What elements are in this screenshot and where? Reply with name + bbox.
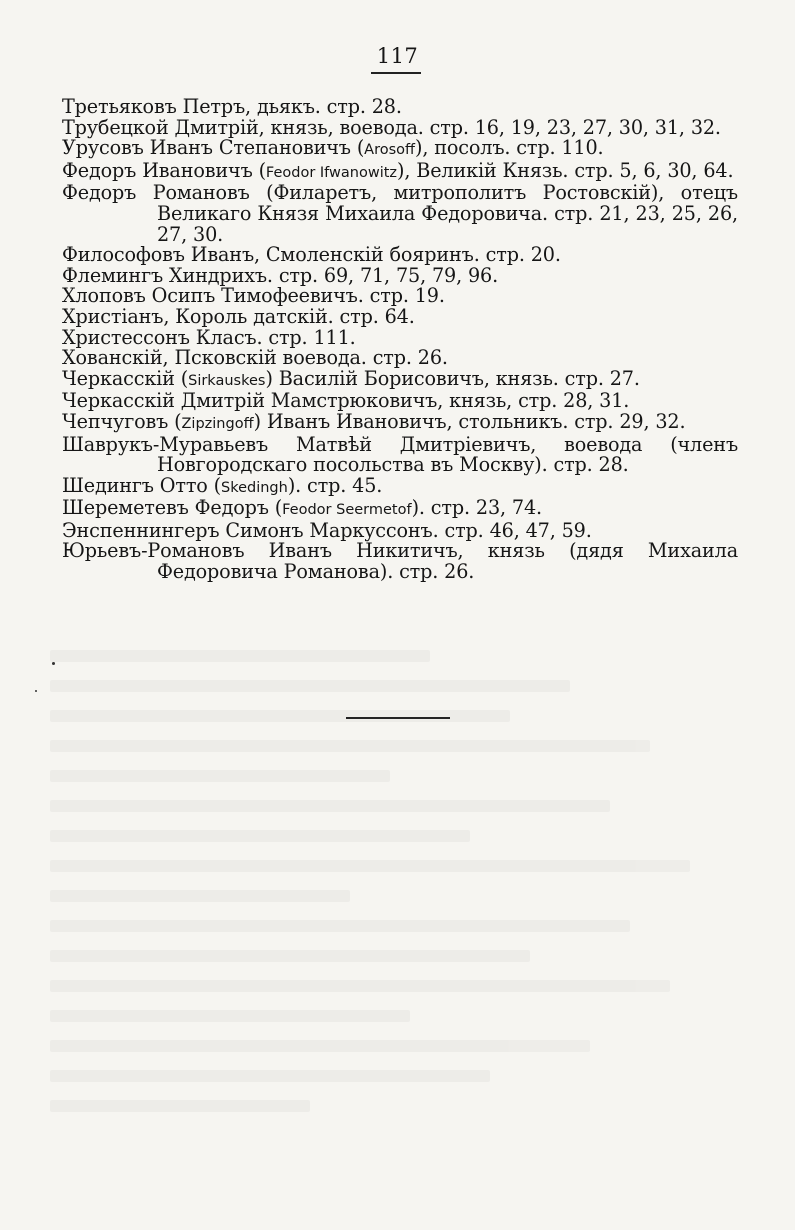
- index-entry: [62, 325, 738, 349]
- index-entry: [62, 304, 738, 328]
- page-number-underline: [371, 72, 421, 74]
- index-entry: [62, 409, 738, 435]
- entry-text: Шереметевъ Федоръ (: [62, 496, 283, 520]
- page-number: 117: [376, 44, 419, 68]
- entry-latin-name: Sirkauskes: [188, 372, 266, 389]
- index-entry: [62, 97, 738, 118]
- index-entry: [62, 158, 738, 184]
- entry-text-after: ). стр. 23, 74.: [411, 496, 542, 520]
- entry-text: Черкасскій Дмитрій Мамстрюковичъ, князь, стр. 28, 31.: [62, 389, 630, 413]
- index-entry: [62, 366, 738, 392]
- entry-text-after: ). стр. 45.: [287, 473, 383, 497]
- entry-latin-name: Feodor Seermetof: [282, 502, 412, 519]
- entry-text: Хованскій, Псковскій воевода. стр. 26.: [62, 346, 448, 370]
- entry-text: Третьяковъ Петръ, дьякъ. стр. 28.: [62, 95, 402, 118]
- index-entry: [62, 498, 738, 521]
- entry-text: Чепчуговъ (: [62, 409, 182, 433]
- ink-speck: [35, 690, 37, 692]
- entry-text-after: ) Василій Борисовичъ, князь. стр. 27.: [265, 366, 640, 390]
- entry-text: Философовъ Иванъ, Смоленскій бояринъ. стр. 20.: [62, 243, 561, 267]
- index-entry: [62, 473, 738, 499]
- ink-speck: [52, 662, 55, 665]
- name-index-list: [62, 97, 738, 583]
- index-entry: [62, 138, 738, 161]
- index-entry: [62, 263, 738, 287]
- index-entry: [62, 432, 738, 477]
- entry-text: Федоръ Романовъ (Филаретъ, митрополитъ Ростовскій), отецъ Великаго Князя Михаила Федоровича. стр. 21, 23, 25, 26, 27, 30.: [62, 181, 738, 246]
- section-end-rule: [346, 717, 450, 719]
- entry-text: Флемингъ Хиндрихъ. стр. 69, 71, 75, 79, 96.: [62, 263, 499, 287]
- entry-text: Урусовъ Иванъ Степановичъ (: [62, 136, 365, 160]
- entry-text-after: ) Иванъ Ивановичъ, стольникъ. стр. 29, 32.: [253, 409, 686, 433]
- index-entry: [62, 541, 738, 582]
- index-entry: [62, 183, 738, 245]
- entry-text: Христессонъ Класъ. стр. 111.: [62, 325, 356, 349]
- entry-text: Христіанъ, Король датскій. стр. 64.: [62, 304, 415, 328]
- entry-latin-name: Skedingh: [221, 479, 288, 496]
- entry-latin-name: Feodor Ifwanowitz: [265, 164, 398, 181]
- index-entry: [62, 286, 738, 307]
- index-entry: [62, 348, 738, 369]
- entry-text: Шедингъ Отто (: [62, 473, 221, 497]
- entry-text-after: ), посолъ. стр. 110.: [415, 136, 604, 160]
- index-entry: [62, 518, 738, 542]
- entry-text: Трубецкой Дмитрій, князь, воевода. стр. 16, 19, 23, 27, 30, 31, 32.: [62, 115, 721, 139]
- entry-text: Шаврукъ-Муравьевъ Матвѣй Дмитріевичъ, воевода (членъ Новгородскаго посольства въ Москву). стр. 28.: [62, 432, 738, 477]
- index-entry: [62, 245, 738, 266]
- entry-text: Юрьевъ-Романовъ Иванъ Никитичъ, князь (дядя Михаила Федоровича Романова). стр. 26.: [62, 539, 738, 584]
- entry-text: Хлоповъ Осипъ Тимофеевичъ. стр. 19.: [62, 284, 445, 308]
- entry-text-after: ), Великій Князь. стр. 5, 6, 30, 64.: [397, 158, 734, 182]
- entry-text: Федоръ Ивановичъ (: [62, 158, 266, 182]
- entry-text: Черкасскій (: [62, 366, 189, 390]
- index-entry: [62, 391, 738, 412]
- entry-text: Энспеннингеръ Симонъ Маркуссонъ. стр. 46, 47, 59.: [62, 518, 592, 542]
- index-entry: [62, 115, 738, 139]
- entry-latin-name: Zipzingoff: [181, 415, 254, 432]
- entry-latin-name: Arosoff: [364, 142, 416, 159]
